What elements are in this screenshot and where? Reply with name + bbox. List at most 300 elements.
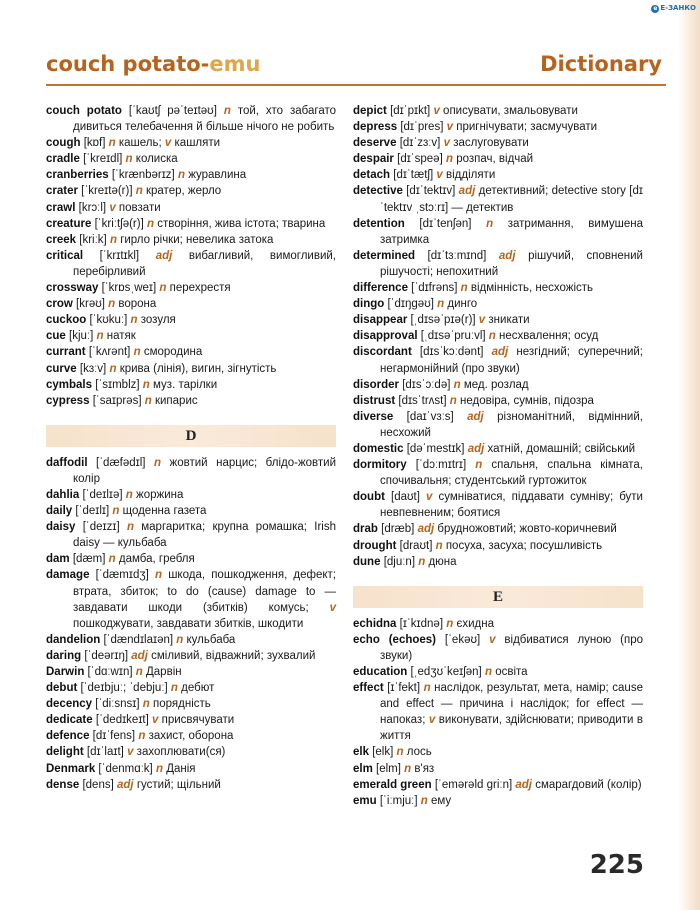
- entry-translation: зникати: [488, 314, 530, 327]
- running-title-main: couch potato-: [46, 52, 210, 76]
- entry-translation: вибагливий, вимогливий, перебірливий: [73, 249, 336, 278]
- entry-headword: depress: [353, 121, 398, 134]
- entry-headword: dune: [353, 555, 381, 568]
- entry-part-of-speech: n: [423, 682, 431, 695]
- dictionary-entry: [46, 312, 336, 328]
- entry-translation: відбиватися луною (про звуки): [380, 633, 644, 662]
- dictionary-entry: [353, 167, 643, 183]
- entry-pronunciation: [ˈdedɪkeɪt]: [95, 714, 149, 727]
- entry-translation: розпач, відчай: [456, 153, 534, 166]
- entry-part-of-speech: adj: [491, 346, 509, 359]
- dictionary-entry: [46, 183, 336, 199]
- entry-pronunciation: [dæm]: [72, 553, 106, 566]
- entry-translation: відділяти: [445, 169, 496, 182]
- entry-part-of-speech: n: [177, 169, 185, 182]
- dictionary-entry: [46, 712, 336, 728]
- dictionary-entry: [46, 377, 336, 393]
- dictionary-entry: [353, 777, 643, 793]
- entry-headword: drought: [353, 539, 397, 552]
- entry-translation: динго: [447, 298, 478, 311]
- entry-part-of-speech: v: [446, 121, 454, 134]
- entry-headword: dense: [46, 778, 80, 791]
- entry-translation: порядність: [153, 698, 211, 711]
- entry-translation: спальня, спальна кімната, спочивальня; студентський гуртожиток: [380, 459, 643, 488]
- entry-headword: dahlia: [46, 488, 80, 501]
- entry-translation: виконувати, здійснювати; приводити в життя: [380, 714, 644, 743]
- entry-part-of-speech: n: [108, 298, 116, 311]
- entry-headword: detach: [353, 169, 391, 182]
- entry-translation: брудножовтий; жовто-коричневий: [437, 523, 617, 536]
- entry-part-of-speech: v: [127, 746, 134, 759]
- entry-part-of-speech: v: [425, 491, 433, 504]
- dictionary-entry: [353, 135, 643, 151]
- page-header: [46, 52, 666, 84]
- dictionary-entry: [46, 296, 336, 312]
- entry-pronunciation: [kriːk]: [79, 233, 107, 246]
- entry-translation: детективний; detective story [dɪˈtektɪv ˌstɔːrɪ] — детектив: [380, 185, 643, 214]
- entry-translation: створіння, жива істота; тварина: [157, 217, 326, 230]
- entry-pronunciation: [ˈkʌrənt]: [88, 346, 131, 359]
- entry-headword: curve: [46, 362, 77, 375]
- entry-part-of-speech: n: [159, 282, 167, 295]
- dictionary-entry: [46, 503, 336, 519]
- entry-translation: кратер, жерло: [145, 185, 222, 198]
- dictionary-entry: [353, 151, 643, 167]
- entry-translation: описувати, змальовувати: [443, 105, 578, 117]
- dictionary-entry: [46, 103, 336, 135]
- entry-translation: недовіра, сумнів, підозра: [460, 394, 594, 407]
- entry-translation: журавлина: [188, 169, 247, 182]
- entry-headword: disapproval: [353, 330, 418, 343]
- entry-headword: crater: [46, 185, 78, 198]
- entry-headword: daffodil: [46, 456, 88, 469]
- running-title: [46, 52, 260, 76]
- entry-pronunciation: [ˈdɪfrəns]: [411, 282, 458, 295]
- entry-part-of-speech: adj: [467, 442, 485, 455]
- entry-pronunciation: [ˈdeɪzɪ]: [82, 521, 120, 534]
- entry-pronunciation: [ˈkrɪtɪkl]: [99, 249, 140, 262]
- dictionary-entry: [353, 521, 643, 537]
- entry-translation: освіта: [495, 666, 528, 678]
- entry-part-of-speech: n: [437, 298, 445, 311]
- dictionary-entry: [353, 216, 643, 248]
- dictionary-entry: [353, 632, 643, 664]
- entry-part-of-speech: n: [135, 666, 143, 678]
- dictionary-entry: [46, 280, 336, 296]
- entry-part-of-speech: n: [435, 539, 443, 552]
- entry-headword: despair: [353, 153, 394, 166]
- entry-pronunciation: [ˈkaʊtʃ pəˈteɪtəʊ]: [128, 105, 217, 117]
- entry-headword: cranberries: [46, 169, 109, 182]
- entry-pronunciation: [draʊt]: [399, 539, 433, 552]
- entry-part-of-speech: n: [154, 456, 162, 469]
- entry-translation: ворона: [118, 298, 157, 311]
- entry-part-of-speech: adj: [116, 778, 134, 791]
- running-title-accent: emu: [209, 52, 261, 76]
- dictionary-entry: [353, 489, 643, 521]
- entry-pronunciation: [ˈkreɪdl]: [83, 153, 123, 166]
- entry-headword: elk: [353, 746, 369, 759]
- entry-pronunciation: [ˈkriːtʃə(r)]: [94, 217, 144, 230]
- dictionary-entry: [353, 296, 643, 312]
- dictionary-entry: [353, 744, 643, 760]
- dictionary-entry: [46, 696, 336, 712]
- entry-part-of-speech: n: [488, 330, 496, 343]
- entry-part-of-speech: n: [133, 346, 141, 359]
- entry-headword: cypress: [46, 394, 90, 407]
- entry-translation: в'яз: [414, 762, 435, 775]
- entry-headword: emu: [353, 794, 377, 807]
- entry-pronunciation: [dɪˈspeə]: [397, 153, 443, 166]
- entry-part-of-speech: adj: [515, 778, 532, 791]
- entry-translation: крива (лінія), вигин, зігнутість: [119, 362, 277, 375]
- entry-headword: damage: [46, 569, 90, 582]
- entry-pronunciation: [dens]: [82, 778, 114, 791]
- dictionary-entry: [46, 455, 336, 487]
- entry-pronunciation: [kjuː]: [69, 330, 94, 343]
- entry-pronunciation: [ˈdɔːmɪtrɪ]: [415, 459, 467, 472]
- dictionary-entry: [46, 664, 336, 680]
- entry-translation: муз. тарілки: [153, 378, 218, 391]
- publisher-logo: [651, 4, 696, 13]
- entry-headword: dormitory: [353, 459, 407, 472]
- dictionary-entry: [353, 280, 643, 296]
- entry-pronunciation: [daɪˈvɜːs]: [406, 410, 454, 423]
- entry-translation: сумніватися, піддавати сумніву; бути невпевненим; боятися: [380, 491, 643, 520]
- entry-pronunciation: [ˈdeɪbjuː; ˈdebjuː]: [80, 682, 168, 695]
- entry-part-of-speech: v: [109, 201, 116, 214]
- entry-part-of-speech: n: [146, 217, 155, 230]
- entry-pronunciation: [elk]: [372, 746, 394, 759]
- entry-part-of-speech: v: [489, 633, 496, 646]
- dictionary-entry: [353, 409, 643, 441]
- header-rule: [46, 84, 666, 86]
- entry-headword: doubt: [353, 491, 385, 504]
- entry-part-of-speech: n: [223, 105, 231, 117]
- entry-pronunciation: [ˈsɪmblz]: [95, 378, 140, 391]
- entry-headword: dingo: [353, 298, 385, 311]
- entry-pronunciation: [ˈdiːsnsɪ]: [95, 698, 140, 711]
- entry-translation: посуха, засуха; посушливість: [445, 539, 603, 552]
- entry-part-of-speech: n: [130, 314, 138, 327]
- entry-pronunciation: [ˈdæmɪdʒ]: [95, 569, 149, 582]
- entry-part-of-speech: n: [445, 153, 454, 166]
- entry-headword: disorder: [353, 378, 400, 391]
- letter-heading: E: [353, 586, 643, 608]
- dictionary-entry: [353, 328, 643, 344]
- entry-headword: cuckoo: [46, 314, 87, 327]
- entry-translation: перехрестя: [169, 282, 231, 295]
- entry-translation: захист, оборона: [148, 730, 234, 743]
- entry-headword: detective: [353, 185, 403, 198]
- entry-translation: різноманітний, відмінний, несхожий: [380, 410, 643, 439]
- entry-headword: echo (echoes): [353, 633, 437, 646]
- entry-headword: drab: [353, 523, 378, 536]
- entry-headword: distrust: [353, 394, 396, 407]
- entry-headword: dam: [46, 553, 70, 566]
- entry-pronunciation: [kɜːv]: [79, 362, 107, 375]
- entry-part-of-speech: n: [142, 378, 150, 391]
- entry-headword: determined: [353, 249, 415, 262]
- entry-part-of-speech: v: [443, 137, 450, 150]
- entry-translation: кипарис: [154, 394, 198, 407]
- entry-pronunciation: [dɪsˈɔːdə]: [402, 378, 451, 391]
- entry-translation: шкода, пошкодження, дефект; втрата, збиток; to do (cause) damage to — завдавати шкоди (збитків) комусь;: [73, 569, 337, 614]
- entry-pronunciation: [ˈemərəld griːn]: [434, 778, 513, 791]
- entry-headword: echidna: [353, 617, 397, 630]
- dictionary-entry: [46, 632, 336, 648]
- entry-headword: disappear: [353, 314, 408, 327]
- entry-pronunciation: [dɪsˈtrʌst]: [398, 394, 447, 407]
- entry-headword: creature: [46, 217, 92, 230]
- dictionary-entry: [46, 519, 336, 551]
- dictionary-entry: [353, 761, 643, 777]
- entry-translation: єхидна: [456, 617, 494, 630]
- dictionary-column-right: [353, 103, 643, 809]
- entry-translation: повзати: [118, 201, 161, 214]
- logo-text: Е-ЗАНКО: [660, 4, 696, 12]
- entry-pronunciation: [dɪˈpres]: [400, 121, 444, 134]
- dictionary-entry: [353, 441, 643, 457]
- entry-translation: присвячувати: [161, 714, 235, 727]
- entry-pronunciation: [ɪˈfekt]: [387, 682, 421, 695]
- entry-pronunciation: [ˈkreɪtə(r)]: [81, 185, 133, 198]
- entry-headword: crossway: [46, 282, 99, 295]
- entry-translation: дамба, гребля: [118, 553, 195, 566]
- entry-translation: густий; щільний: [136, 778, 221, 791]
- entry-pronunciation: [dræb]: [381, 523, 415, 536]
- dictionary-entry: [353, 616, 643, 632]
- entry-part-of-speech: v: [436, 169, 443, 182]
- entry-pronunciation: [djuːn]: [383, 555, 416, 568]
- entry-part-of-speech: n: [142, 698, 150, 711]
- dictionary-entry: [353, 664, 643, 680]
- dictionary-entry: [46, 567, 336, 631]
- entry-part-of-speech: adj: [417, 523, 435, 536]
- entry-translation: пригнічувати; засмучувати: [456, 121, 598, 134]
- entry-part-of-speech: n: [108, 137, 116, 150]
- entry-translation: заслуговувати: [453, 137, 529, 150]
- entry-part-of-speech: n: [96, 330, 104, 343]
- entry-pronunciation: [ˈdæfədɪl]: [96, 456, 146, 469]
- dictionary-entry: [353, 793, 643, 809]
- entry-pronunciation: [dɪˈlaɪt]: [86, 746, 124, 759]
- entry-pronunciation: [dəˈmestɪk]: [406, 442, 465, 455]
- entry-pronunciation: [krəʊ]: [76, 298, 105, 311]
- dictionary-entry: [353, 377, 643, 393]
- entry-part-of-speech: adj: [498, 249, 516, 262]
- dictionary-entry: [46, 761, 336, 777]
- entry-translation: маргаритка; крупна ромашка; Irish daisy — кульбаба: [73, 521, 336, 550]
- entry-part-of-speech: n: [144, 394, 152, 407]
- dictionary-entry: [353, 183, 643, 215]
- dictionary-entry: [353, 554, 643, 570]
- entry-headword: daisy: [46, 521, 76, 534]
- entry-pronunciation: [kɒf]: [83, 137, 106, 150]
- entry-pronunciation: [ˈdeɪlɪ]: [75, 505, 110, 518]
- entry-translation: дебют: [181, 682, 215, 695]
- dictionary-entry: [46, 393, 336, 409]
- dictionary-entry: [46, 135, 336, 151]
- dictionary-entry: [353, 538, 643, 554]
- entry-headword: creek: [46, 233, 77, 246]
- dictionary-entry: [46, 248, 336, 280]
- entry-part-of-speech: adj: [458, 185, 476, 198]
- entry-part-of-speech: adj: [467, 410, 484, 423]
- entry-pronunciation: [ˈdændɪlaɪən]: [103, 633, 174, 646]
- dictionary-entry: [46, 551, 336, 567]
- entry-headword: dedicate: [46, 714, 93, 727]
- entry-headword: delight: [46, 746, 84, 759]
- entry-headword: discordant: [353, 346, 412, 359]
- entry-part-of-speech: n: [475, 459, 483, 472]
- entry-pronunciation: [ˈdɑːwɪn]: [87, 666, 133, 678]
- entry-part-of-speech: n: [446, 617, 454, 630]
- entry-translation: затримання, вимушена затримка: [380, 217, 643, 246]
- entry-headword: daring: [46, 649, 82, 662]
- entry-headword: cradle: [46, 153, 80, 166]
- entry-part-of-speech: n: [138, 730, 146, 743]
- entry-pronunciation: [ˌdɪsəˈpruːvl]: [420, 330, 486, 343]
- entry-pronunciation: [ˈdɪŋgəʊ]: [387, 298, 434, 311]
- entry-pronunciation: [dɪˈzɜːv]: [399, 137, 441, 150]
- dictionary-entry: [46, 167, 336, 183]
- entry-pronunciation: [dɪˈpɪkt]: [390, 105, 431, 117]
- entry-pronunciation: [ˈsaɪprəs]: [92, 394, 142, 407]
- entry-pronunciation: [dɪˈtektɪv]: [406, 185, 456, 198]
- dictionary-entry: [46, 344, 336, 360]
- entry-part-of-speech: n: [170, 682, 178, 695]
- logo-icon: e: [653, 5, 658, 12]
- entry-headword: effect: [353, 682, 384, 695]
- entry-headword: couch potato: [46, 105, 122, 117]
- entry-pronunciation: [dɪˈtɜːmɪnd]: [427, 249, 487, 262]
- dictionary-entry: [46, 648, 336, 664]
- entry-pronunciation: [krɔːl]: [78, 201, 107, 214]
- section-title: Dictionary: [540, 52, 662, 76]
- dictionary-entry: [46, 151, 336, 167]
- dictionary-entry: [46, 216, 336, 232]
- entry-translation: кашель;: [118, 137, 162, 150]
- entry-part-of-speech: n: [420, 794, 428, 807]
- entry-headword: decency: [46, 698, 93, 711]
- entry-headword: education: [353, 666, 408, 678]
- dictionary-entry: [353, 119, 643, 135]
- entry-part-of-speech: n: [486, 217, 494, 230]
- dictionary-entry: [46, 680, 336, 696]
- entry-pronunciation: [dɪˈtætʃ]: [393, 169, 434, 182]
- entry-part-of-speech: n: [126, 521, 134, 534]
- entry-part-of-speech: n: [109, 362, 117, 375]
- entry-headword: emerald green: [353, 778, 432, 791]
- entry-pronunciation: [ˌdɪsəˈpɪə(r)]: [410, 314, 476, 327]
- entry-translation: ему: [431, 794, 452, 807]
- entry-headword: diverse: [353, 410, 394, 423]
- entry-translation: дюна: [428, 555, 457, 568]
- entry-translation: колиска: [135, 153, 178, 166]
- entry-translation: гирло річки; невелика затока: [120, 233, 274, 246]
- entry-part-of-speech: v: [152, 714, 159, 727]
- entry-part-of-speech: v: [478, 314, 486, 327]
- entry-part-of-speech: v: [433, 105, 440, 117]
- entry-part-of-speech: n: [404, 762, 412, 775]
- entry-headword: deserve: [353, 137, 397, 150]
- entry-part-of-speech: n: [108, 553, 116, 566]
- entry-translation: натяк: [106, 330, 136, 343]
- entry-part-of-speech: n: [396, 746, 404, 759]
- entry-translation: рішучий, сповнений рішучості; непохитний: [380, 249, 643, 278]
- entry-headword: cymbals: [46, 378, 93, 391]
- entry-pronunciation: [ˈdeərɪŋ]: [84, 649, 129, 662]
- entry-headword: defence: [46, 730, 90, 743]
- dictionary-entry: [46, 744, 336, 760]
- entry-translation: наслідок, результат, мета, намір; cause and effect — причина і наслідок; for effect — напоказ;: [380, 682, 643, 727]
- entry-translation: зозуля: [140, 314, 176, 327]
- entry-pronunciation: [ˈdeɪlɪə]: [82, 488, 123, 501]
- entry-headword: depict: [353, 105, 387, 117]
- entry-part-of-speech: n: [449, 394, 457, 407]
- entry-translation: той, хто забагато дивиться телебачення й більше нічого не робить: [73, 105, 336, 134]
- entry-headword: Darwin: [46, 666, 85, 678]
- entry-translation: сміливий, відважний; зухвалий: [151, 649, 316, 662]
- entry-part-of-speech: n: [112, 505, 120, 518]
- dictionary-entry: [353, 393, 643, 409]
- entry-headword: difference: [353, 282, 408, 295]
- dictionary-entry: [353, 457, 643, 489]
- dictionary-entry: [353, 248, 643, 280]
- entry-headword: crawl: [46, 201, 76, 214]
- entry-translation: незгідний; суперечний; негармонійний (про звуки): [380, 346, 643, 375]
- entry-translation: несхвалення; осуд: [499, 330, 599, 343]
- entry-pronunciation: [dɪˈfens]: [92, 730, 136, 743]
- dictionary-entry: [46, 232, 336, 248]
- entry-headword: daily: [46, 505, 73, 518]
- dictionary-entry: [46, 487, 336, 503]
- entry-part-of-speech: v: [164, 137, 172, 150]
- entry-headword: domestic: [353, 442, 404, 455]
- entry-headword: currant: [46, 346, 86, 359]
- entry-part-of-speech: n: [125, 153, 133, 166]
- entry-pronunciation: [dɪˈtenʃən]: [419, 217, 472, 230]
- entry-translation: жовтий нарцис; блідо-жовтий колір: [73, 456, 337, 485]
- entry-part-of-speech: n: [484, 666, 492, 678]
- entry-translation: мед. розлад: [463, 378, 529, 391]
- entry-part-of-speech: n: [418, 555, 426, 568]
- entry-headword: detention: [353, 217, 405, 230]
- dictionary-entry: [353, 680, 643, 744]
- letter-heading: D: [46, 425, 336, 447]
- page-number: 225: [589, 850, 644, 880]
- dictionary-entry: [46, 200, 336, 216]
- entry-pronunciation: [dɪsˈkɔːdənt]: [419, 346, 484, 359]
- dictionary-entry: [353, 103, 643, 119]
- dictionary-entry: [46, 361, 336, 377]
- entry-translation: лось: [406, 746, 432, 759]
- entry-part-of-speech: n: [155, 569, 163, 582]
- page-edge-shade: [678, 0, 700, 910]
- entry-translation: щоденна газета: [122, 505, 207, 518]
- dictionary-entry: [46, 328, 336, 344]
- entry-part-of-speech: n: [109, 233, 117, 246]
- entry-pronunciation: [ˌedʒʊˈkeɪʃən]: [410, 666, 482, 678]
- entry-translation: кульбаба: [186, 633, 236, 646]
- entry-part-of-speech: v: [329, 601, 336, 614]
- entry-translation: пошкоджувати, завдавати збитків, шкодити: [73, 617, 304, 630]
- entry-pronunciation: [ɪˈkɪdnə]: [399, 617, 444, 630]
- entry-pronunciation: [ˈkrænbərɪz]: [111, 169, 175, 182]
- entry-pronunciation: [ˈkrɒsˌweɪ]: [101, 282, 157, 295]
- entry-pronunciation: [elm]: [376, 762, 401, 775]
